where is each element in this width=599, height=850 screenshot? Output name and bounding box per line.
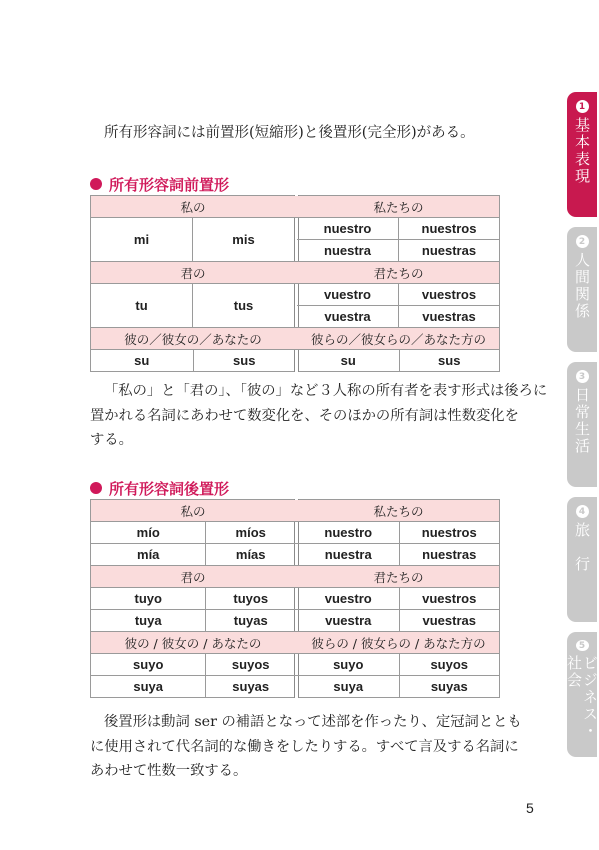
section-heading-postnominal	[90, 478, 229, 498]
header-cell: 君たちの	[373, 265, 424, 281]
table-cell: tus	[192, 284, 294, 327]
header-cell: 君たちの	[373, 569, 424, 585]
table-cell: sus	[399, 350, 500, 371]
chapter-tab-daily-life[interactable]	[567, 362, 597, 487]
section-title: 所有形容詞前置形	[109, 175, 230, 194]
header-cell: 君の	[180, 569, 206, 585]
table-cell: nuestro	[323, 221, 372, 237]
chapter-tab-label: ビジネス・社会	[565, 655, 599, 741]
chapter-number-icon: 3	[576, 370, 589, 383]
table-cell: nuestros	[398, 218, 499, 239]
chapter-tabs	[567, 0, 597, 850]
table-cell: suyo	[333, 657, 364, 672]
explanation-paragraph-2: 後置形は動詞 ser の補語となって述部を作ったり、定冠詞ととも に使用されて代名詞的な働きをしたりする。すべて言及する名詞に あわせて性数一致する。	[90, 714, 522, 779]
table-cell: mis	[192, 218, 294, 261]
section-title: 所有形容詞後置形	[109, 479, 230, 498]
table-cell: nuestro	[324, 525, 373, 540]
chapter-number-icon: 5	[576, 640, 589, 651]
chapter-tab-label: 日常生活	[573, 387, 591, 455]
table-cell: suyas	[205, 676, 295, 697]
section-heading-prenominal	[90, 174, 229, 194]
chapter-tab-label: 旅 行	[573, 522, 591, 573]
table-cell: vuestras	[398, 306, 499, 327]
table-cell: nuestra	[324, 243, 371, 259]
table-cell: suyo	[133, 657, 164, 672]
table-cell: vuestra	[325, 613, 372, 628]
table-cell: suyas	[399, 676, 500, 697]
table-cell: tu	[135, 298, 148, 313]
table-cell: nuestra	[324, 547, 372, 562]
chapter-tab-travel[interactable]	[567, 497, 597, 622]
chapter-tab-relationships[interactable]	[567, 227, 597, 352]
page-number: 5	[526, 800, 534, 816]
table-cell: vuestros	[398, 284, 499, 305]
table-cell: tuyas	[205, 610, 295, 631]
table-cell: suyos	[399, 654, 500, 675]
bullet-dot-icon	[90, 178, 102, 190]
postnominal-table	[90, 499, 500, 698]
table-cell: mío	[136, 525, 160, 540]
intro-text: 所有形容詞には前置形(短縮形)と後置形(完全形)がある。	[104, 125, 475, 141]
chapter-tab-label: 人間関係	[573, 252, 591, 320]
prenominal-table	[90, 195, 500, 372]
table-cell: mía	[137, 547, 160, 562]
explanation-paragraph-1: 「私の」と「君の」、「彼の」など３人称の所有者を表す形式は後ろに 置かれる名詞にあわせて数変化を、そのほかの所有詞は性数変化を する。	[90, 383, 548, 448]
table-cell: tuyos	[205, 588, 295, 609]
table-cell: tuyo	[134, 591, 162, 606]
header-cell: 私の	[180, 503, 206, 519]
table-cell: su	[340, 353, 356, 368]
chapter-number-icon: 4	[576, 505, 589, 518]
table-cell: nuestras	[399, 544, 500, 565]
table-cell: mías	[205, 544, 295, 565]
header-cell: 彼らの／彼女らの／あなた方の	[310, 331, 486, 347]
chapter-tab-basic-expressions[interactable]	[567, 92, 597, 217]
table-cell: míos	[205, 522, 295, 543]
table-cell: nuestros	[399, 522, 500, 543]
table-cell: nuestras	[398, 240, 499, 261]
table-cell: suyos	[205, 654, 295, 675]
bullet-dot-icon	[90, 482, 102, 494]
header-cell: 彼の／彼女の／あなたの	[124, 331, 262, 347]
chapter-number-icon: 1	[576, 100, 589, 113]
header-cell: 私たちの	[373, 503, 424, 519]
table-cell: sus	[193, 350, 296, 371]
header-cell: 私の	[180, 199, 206, 215]
table-cell: su	[134, 353, 150, 368]
table-cell: vuestras	[399, 610, 500, 631]
table-cell: vuestra	[324, 309, 371, 325]
table-cell: mi	[133, 232, 150, 247]
table-cell: tuya	[134, 613, 162, 628]
header-cell: 君の	[180, 265, 206, 281]
chapter-tab-business-society[interactable]	[567, 632, 597, 757]
chapter-tab-label: 基本表現	[573, 117, 591, 185]
table-cell: suya	[133, 679, 164, 694]
header-cell: 私たちの	[373, 199, 424, 215]
table-cell: vuestro	[324, 591, 372, 606]
table-cell: vuestro	[324, 287, 371, 303]
header-cell: 彼の / 彼女の / あなたの	[124, 635, 262, 651]
table-cell: vuestros	[399, 588, 500, 609]
chapter-number-icon: 2	[576, 235, 589, 248]
table-cell: suya	[333, 679, 364, 694]
header-cell: 彼らの / 彼女らの / あなた方の	[311, 635, 486, 651]
